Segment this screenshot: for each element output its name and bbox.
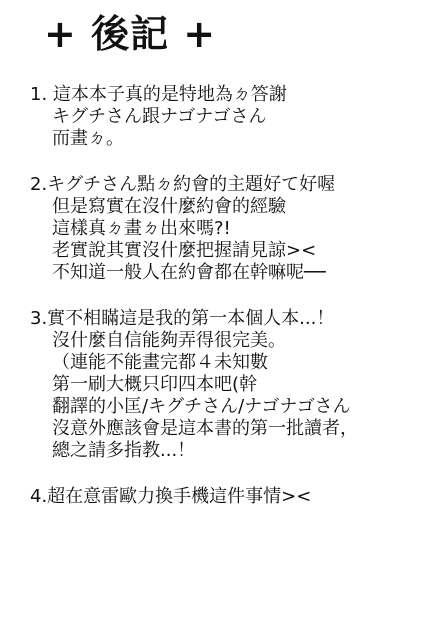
note-line: 但是寫實在沒什麼約會的經驗 xyxy=(52,196,286,217)
note-line: 2.キグチさん點ㄉ約會的主題好て好喔 xyxy=(30,174,336,195)
note-line: 沒什麼自信能夠弄得很完美。 xyxy=(52,330,286,351)
note-line: 老實說其實沒什麼把握請見諒>< xyxy=(52,240,317,261)
note-line: 翻譯的小匡/キグチさん/ナゴナゴさん xyxy=(52,396,351,417)
note-line: 這樣真ㄉ畫ㄉ出來嗎?! xyxy=(52,218,231,239)
note-item-2 xyxy=(30,174,430,284)
afterword-notes xyxy=(30,84,430,532)
afterword-title: + 後記 + xyxy=(44,12,217,56)
note-line: 不知道一般人在約會都在幹嘛呢── xyxy=(52,262,326,283)
note-line: 沒意外應該會是這本書的第一批讀者， xyxy=(52,418,358,439)
note-item-4 xyxy=(30,486,430,508)
note-item-1 xyxy=(30,84,430,150)
note-line: キグチさん跟ナゴナゴさん xyxy=(52,106,267,127)
note-line: （連能不能畫完都４未知數 xyxy=(52,352,268,373)
note-line: 而畫ㄉ。 xyxy=(52,128,124,149)
note-line: 總之請多指教...！ xyxy=(52,440,196,461)
note-line: 3.實不相瞞這是我的第一本個人本...！ xyxy=(30,308,335,329)
note-line: 4.超在意雷歐力換手機這件事情>< xyxy=(30,486,312,507)
note-line: 第一刷大概只印四本吧(幹 xyxy=(52,374,258,395)
note-line: 1. 這本本子真的是特地為ㄉ答謝 xyxy=(30,84,287,105)
note-item-3 xyxy=(30,308,430,462)
